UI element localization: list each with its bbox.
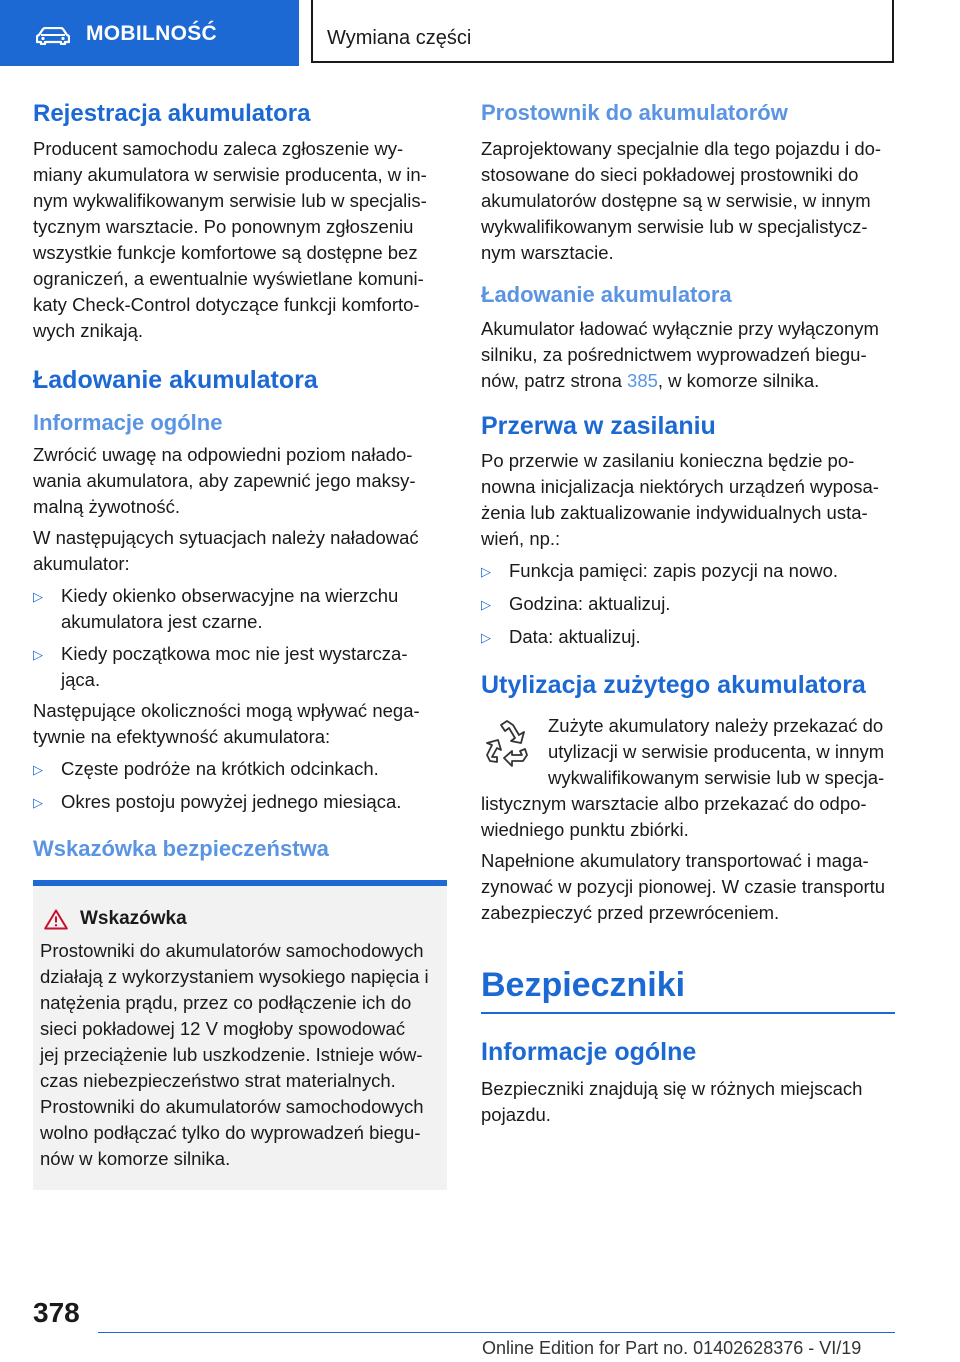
heading-fuses: Bezpieczniki [481,966,686,1004]
list-efficiency [33,756,447,816]
heading-battery-registration: Rejestracja akumulatora [33,100,311,127]
page-header [0,0,960,66]
list-item: ▷ Kiedy okienko obserwacyjne na wierzchu akumulatora jest czarne. [33,583,447,635]
triangle-bullet-icon: ▷ [33,589,43,604]
heading-battery-charging: Ładowanie akumulatora [33,366,318,394]
triangle-bullet-icon: ▷ [481,597,491,612]
section-tab[interactable] [0,0,299,66]
triangle-bullet-icon: ▷ [33,647,43,662]
heading-battery-charging: Ładowanie akumulatora [481,282,732,307]
triangle-bullet-icon: ▷ [481,630,491,645]
paragraph-transport: Napełnione akumulatory transportować i maga- zynować w pozycji pionowej. W czasie transportu zabezpieczyć przed przewróceniem. [481,850,886,923]
paragraph-disposal: Zużyte akumulatory należy przekazać do utylizacji w serwisie producenta, w innym wykwalifikowanym serwisie lub w specja- [548,715,885,788]
triangle-bullet-icon: ▷ [33,795,43,810]
fuses-rule [481,1012,895,1014]
paragraph-charge-level: Zwrócić uwagę na odpowiedni poziom nałado- wania akumulatora, aby zapewnić jego maksy- malną żywotność. [33,444,416,517]
warning-text: Prostowniki do akumulatorów samochodowych działają z wykorzystaniem wysokiego napięcia i natężenia prądu, przez co podłączenie ich do sieci pokładowej 12 V mogłoby spowodować jej przeciążenie lub uszkodzenie. Istnieje wów- czas niebezpieczeństwo strat materialnych. Prostowniki do akumulatorów samochodowych wolno podłączać tylko do wyprowadzeń biegu- nów w komorze silnika. [40,940,429,1169]
list-item: ▷ Okres postoju powyżej jednego miesiąca. [33,789,447,816]
paragraph-power-interruption: Po przerwie w zasilaniu konieczna będzie po- nowna inicjalizacja niektórych urządzeń wyposa- żenia lub zaktualizowanie indywidualnych usta- wień, np.: [481,450,879,549]
list-reset-items [481,558,895,651]
list-item: ▷ Kiedy początkowa moc nie jest wystarcza- jąca. [33,641,447,693]
page-link-385[interactable]: 385 [627,370,658,391]
paragraph-disposal-cont: listycznym warsztacie albo przekazać do odpo- wiedniego punktu zbiórki. [481,793,867,840]
footer-rule [98,1332,895,1333]
heading-general-info: Informacje ogólne [33,410,223,435]
heading-fuses-general-info: Informacje ogólne [481,1038,697,1066]
paragraph-charging-procedure: Akumulator ładować wyłącznie przy wyłączonym silniku, za pośrednictwem wyprowadzeń biegu- nów, patrz strona 385, w komorze silnika. [481,318,879,391]
subsection-label: Wymiana części [327,27,472,49]
disposal-block [481,713,895,843]
heading-battery-disposal: Utylizacja zużytego akumulatora [481,671,866,699]
heading-safety-note: Wskazówka bezpieczeństwa [33,836,329,861]
paragraph-registration: Producent samochodu zaleca zgłoszenie wy- miany akumulatora w serwisie producenta, w in- nym wykwalifikowanym serwisie lub w specjalis- tycznym warsztacie. Po ponownym zgłoszeniu wszystkie funkcje komfortowe są dostępne bez ograniczeń, a ewentualnie wyświetlane komuni- katy Check-Control dotyczące funkcji komforto- wych znikają. [33,138,427,341]
subsection-tab[interactable] [311,0,894,63]
list-item: ▷ Data: aktualizuj. [481,624,895,651]
section-label: MOBILNOŚĆ [86,22,218,45]
heading-battery-charger: Prostownik do akumulatorów [481,100,788,125]
heading-power-interruption: Przerwa w zasilaniu [481,412,716,440]
warning-title: Wskazówka [40,908,439,930]
warning-triangle-icon [44,909,68,930]
paragraph-fuses: Bezpieczniki znajdują się w różnych miejscach pojazdu. [481,1078,863,1125]
list-item: ▷ Funkcja pamięci: zapis pozycji na nowo. [481,558,895,585]
car-icon [36,27,70,45]
page-number: 378 [33,1297,80,1328]
right-column [481,100,895,1128]
warning-box [33,886,447,1190]
triangle-bullet-icon: ▷ [481,564,491,579]
paragraph-charge-situations: W następujących sytuacjach należy naładować akumulator: [33,527,419,574]
recycle-icon [481,717,533,769]
list-item: ▷ Częste podróże na krótkich odcinkach. [33,756,447,783]
left-column [33,100,447,1190]
list-charge-situations [33,583,447,693]
paragraph-charger: Zaprojektowany specjalnie dla tego pojazdu i do- stosowane do sieci pokładowej prostowniki do akumulatorów dostępne są w serwisie, w innym wykwalifikowanym serwisie lub w specjalistycz- nym warsztacie. [481,138,882,263]
edition-info: Online Edition for Part no. 01402628376 - VI/19 [482,1338,862,1358]
list-item: ▷ Godzina: aktualizuj. [481,591,895,618]
paragraph-efficiency: Następujące okoliczności mogą wpływać nega- tywnie na efektywność akumulatora: [33,700,420,747]
triangle-bullet-icon: ▷ [33,762,43,777]
